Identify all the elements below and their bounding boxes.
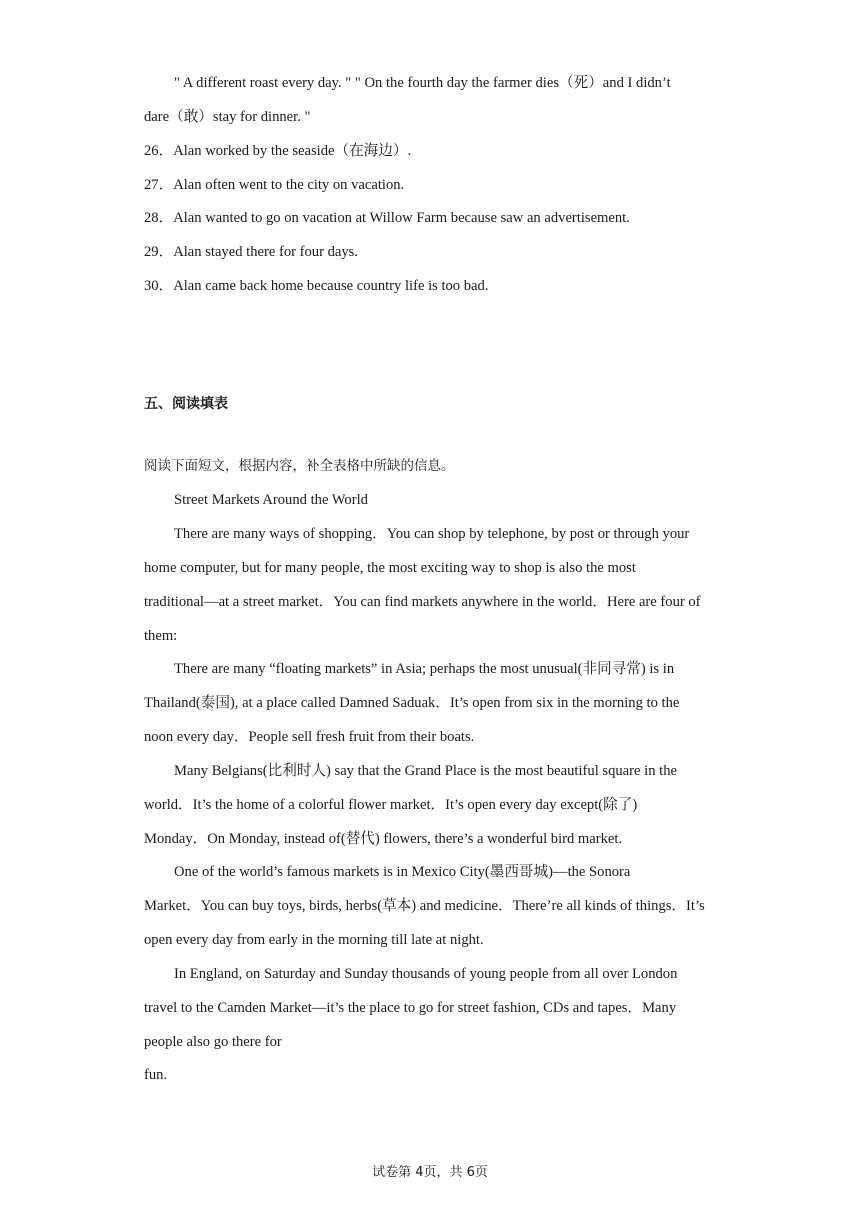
question-number: 30． [144, 278, 174, 294]
question-text: Alan often went to the city on vacation. [173, 177, 405, 193]
question-number: 26． [144, 143, 174, 159]
passage-line: world．It’s the home of a colorful flower market．It’s open every day except(除了) [144, 797, 638, 813]
passage-line: Monday．On Monday, instead of(替代) flowers, there’s a wonderful bird market. [144, 831, 623, 847]
question-item [144, 242, 358, 262]
question-text: Alan wanted to go on vacation at Willow Farm because saw an advertisement. [173, 210, 630, 226]
passage-line: There are many “floating markets” in Asia; perhaps the most unusual(非同寻常) is in [174, 661, 675, 677]
dialogue-line: " A different roast every day. " " On the fourth day the farmer dies（死）and I didn’t [174, 75, 671, 91]
question-item [144, 208, 630, 228]
passage-line: In England, on Saturday and Sunday thousands of young people from all over London [174, 966, 678, 982]
passage-line: people also go there for [144, 1034, 282, 1050]
dialogue-line: dare（敢）stay for dinner. " [144, 109, 311, 125]
question-item [144, 175, 404, 195]
passage-line: fun. [144, 1067, 168, 1083]
passage-line: open every day from early in the morning till late at night. [144, 932, 484, 948]
question-item [144, 141, 411, 161]
passage-line: Thailand(泰国), at a place called Damned Saduak．It’s open from six in the morning to the [144, 695, 680, 711]
question-text: Alan worked by the seaside（在海边）. [173, 143, 412, 159]
passage-line: them: [144, 628, 178, 644]
passage-line: home computer, but for many people, the most exciting way to shop is also the most [144, 560, 636, 576]
question-text: Alan stayed there for four days. [173, 244, 358, 260]
passage-line: Market．You can buy toys, birds, herbs(草本) and medicine．There’re all kinds of things．It’s [144, 898, 705, 914]
passage-line: traditional—at a street market．You can find markets anywhere in the world．Here are four of [144, 594, 701, 610]
passage-line: travel to the Camden Market—it’s the place to go for street fashion, CDs and tapes．Many [144, 1000, 677, 1016]
question-number: 28． [144, 210, 174, 226]
passage-title: Street Markets Around the World [174, 492, 368, 508]
question-text: Alan came back home because country life is too bad. [173, 278, 489, 294]
question-number: 29． [144, 244, 174, 260]
passage-line: noon every day．People sell fresh fruit from their boats. [144, 729, 475, 745]
page-footer: 试卷第 4页，共 6页 [372, 1165, 488, 1180]
question-number: 27． [144, 177, 174, 193]
section-heading: 五、阅读填表 [144, 396, 228, 412]
passage-line: One of the world’s famous markets is in Mexico City(墨西哥城)—the Sonora [174, 864, 631, 880]
passage-line: There are many ways of shopping．You can shop by telephone, by post or through your [174, 526, 690, 542]
question-item [144, 276, 488, 296]
passage-line: Many Belgians(比利时人) say that the Grand Place is the most beautiful square in the [174, 763, 677, 779]
section-instruction: 阅读下面短文，根据内容，补全表格中所缺的信息。 [144, 458, 455, 474]
